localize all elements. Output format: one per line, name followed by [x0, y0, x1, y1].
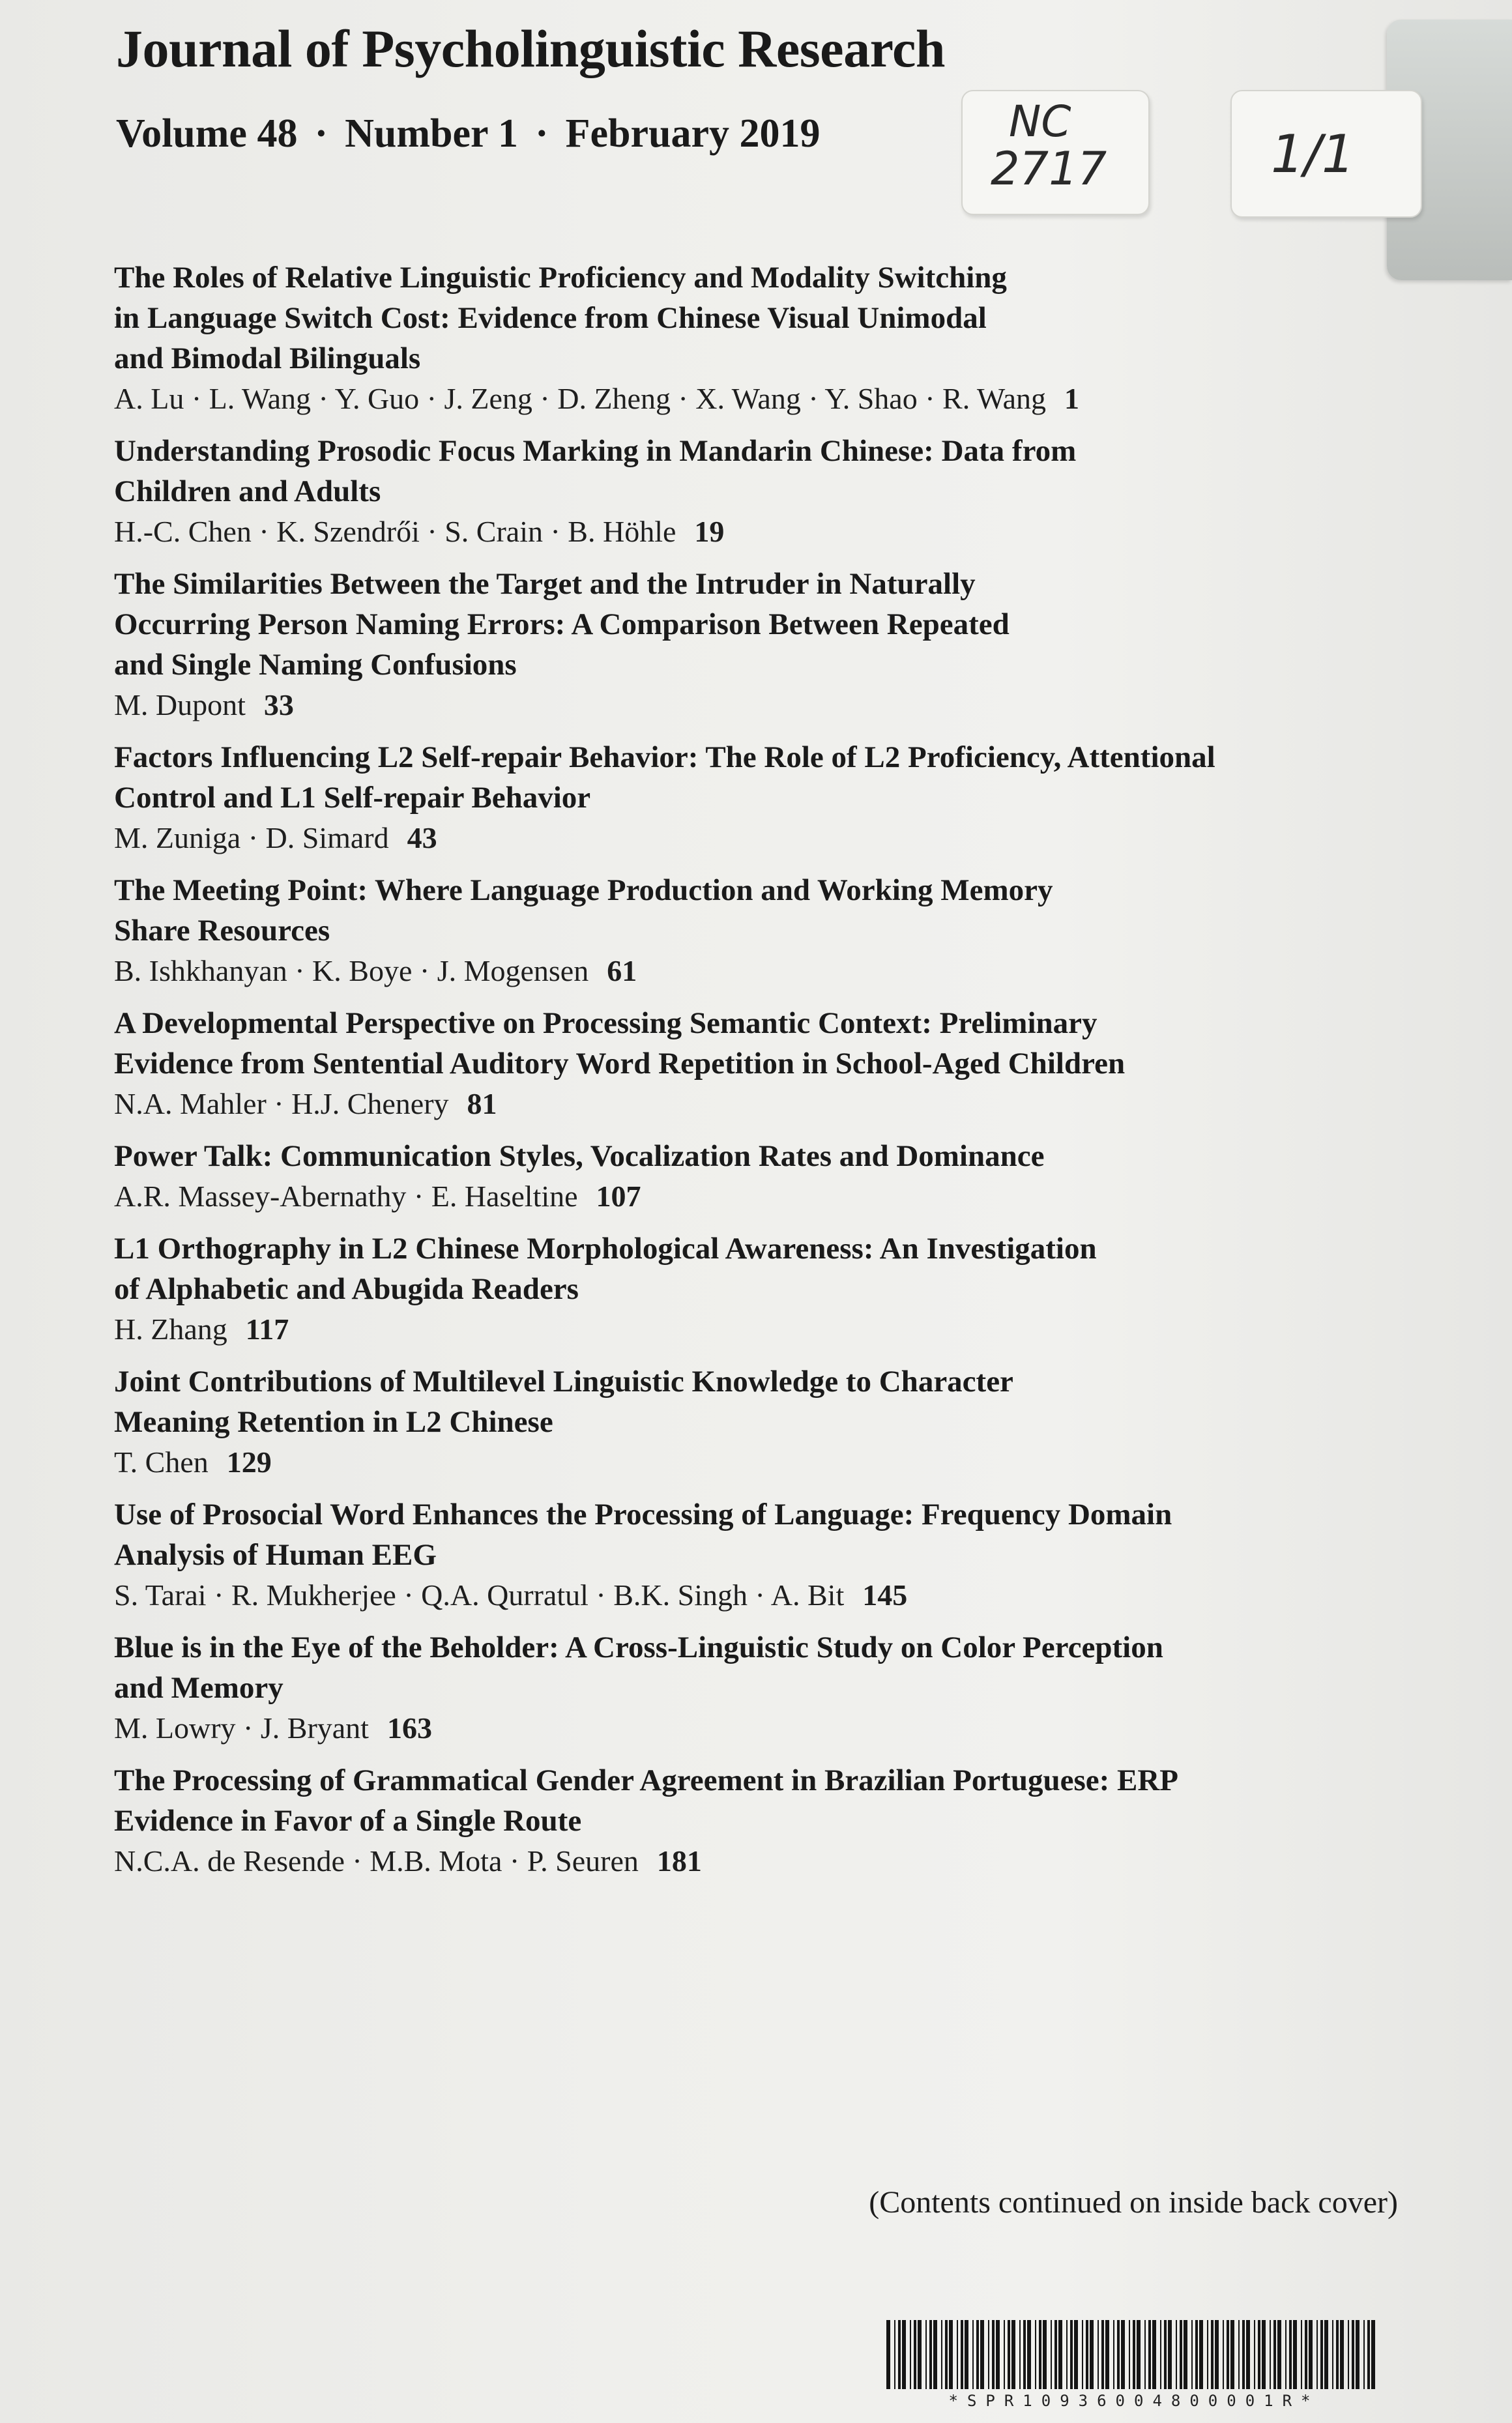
barcode-bar — [1215, 2320, 1219, 2389]
toc-entry — [114, 737, 1352, 858]
barcode-bar — [1316, 2320, 1318, 2389]
article-title — [114, 564, 1352, 685]
barcode-bar — [996, 2320, 1000, 2389]
barcode-bar — [1324, 2320, 1328, 2389]
barcode-bar — [1105, 2320, 1109, 2389]
article-authors: A. Lu · L. Wang · Y. Guo · J. Zeng · D. Zheng · X. Wang · Y. Shao · R. Wang — [114, 382, 1047, 415]
barcode-bar — [1293, 2320, 1297, 2389]
barcode-bar — [1098, 2320, 1099, 2389]
barcode — [886, 2320, 1382, 2418]
barcode-bar — [1051, 2320, 1052, 2389]
article-meta — [114, 685, 1352, 725]
barcode-bar — [949, 2320, 953, 2389]
article-meta — [114, 1176, 1352, 1217]
toc-entry — [114, 564, 1352, 725]
volume: Volume 48 — [116, 111, 298, 156]
article-page-number: 107 — [596, 1180, 641, 1213]
barcode-bar — [961, 2320, 963, 2389]
barcode-bar — [1367, 2320, 1370, 2389]
article-meta — [114, 951, 1352, 991]
barcode-bar — [1352, 2320, 1354, 2389]
article-title — [114, 431, 1352, 512]
barcode-bar — [1270, 2320, 1271, 2389]
barcode-bar — [1027, 2320, 1031, 2389]
article-title-line: Control and L1 Self-repair Behavior — [114, 781, 591, 815]
barcode-bar — [1363, 2320, 1365, 2389]
article-title-line: Joint Contributions of Multilevel Linguistic Knowledge to Character — [114, 1365, 1013, 1399]
separator: · — [534, 111, 549, 156]
article-title — [114, 1136, 1352, 1176]
article-authors: H. Zhang — [114, 1313, 227, 1346]
barcode-bar — [1273, 2320, 1276, 2389]
barcode-bar — [1332, 2320, 1333, 2389]
toc-entry — [114, 1361, 1352, 1483]
barcode-bar — [914, 2320, 916, 2389]
barcode-bar — [1227, 2320, 1229, 2389]
barcode-bar — [992, 2320, 995, 2389]
contents-continued-note: (Contents continued on inside back cover) — [869, 2185, 1398, 2220]
barcode-bar — [1180, 2320, 1182, 2389]
barcode-bar — [1309, 2320, 1313, 2389]
barcode-bar — [1101, 2320, 1104, 2389]
barcode-bar — [941, 2320, 942, 2389]
barcode-bar — [886, 2320, 890, 2389]
barcode-bar — [1011, 2320, 1015, 2389]
handwritten-note-line-1: NC — [1009, 96, 1071, 147]
article-title-line: The Meeting Point: Where Language Production and Working Memory — [114, 873, 1053, 907]
barcode-bar — [1035, 2320, 1036, 2389]
issue-line — [116, 111, 821, 157]
article-meta — [114, 818, 1352, 858]
toc-entry — [114, 870, 1352, 991]
toc-entry — [114, 1627, 1352, 1748]
article-title — [114, 737, 1352, 818]
separator: · — [314, 111, 328, 156]
toc-entry — [114, 1228, 1352, 1350]
barcode-bar — [1023, 2320, 1026, 2389]
article-meta — [114, 1309, 1352, 1350]
article-title-line: and Bimodal Bilinguals — [114, 341, 421, 375]
table-of-contents — [114, 257, 1352, 1893]
article-title-line: Evidence in Favor of a Single Route — [114, 1804, 582, 1838]
barcode-bar — [1289, 2320, 1292, 2389]
barcode-bar — [1054, 2320, 1057, 2389]
article-title-line: in Language Switch Cost: Evidence from Chinese Visual Unimodal — [114, 301, 987, 335]
article-authors: S. Tarai · R. Mukherjee · Q.A. Qurratul · B.K. Singh · A. Bit — [114, 1578, 845, 1612]
barcode-bar — [1211, 2320, 1214, 2389]
barcode-bar — [976, 2320, 979, 2389]
article-page-number: 117 — [245, 1313, 289, 1346]
article-title-line: of Alphabetic and Abugida Readers — [114, 1272, 579, 1306]
article-page-number: 19 — [694, 515, 725, 548]
article-title-line: Analysis of Human EEG — [114, 1538, 437, 1572]
barcode-bar — [1301, 2320, 1302, 2389]
barcode-bar — [1262, 2320, 1266, 2389]
barcode-bar — [1137, 2320, 1141, 2389]
barcode-bar — [1008, 2320, 1010, 2389]
barcode-bar — [1254, 2320, 1255, 2389]
barcode-bar — [1242, 2320, 1245, 2389]
barcode-bar — [957, 2320, 958, 2389]
toc-entry — [114, 257, 1352, 419]
barcode-bar — [1277, 2320, 1281, 2389]
article-page-number: 181 — [656, 1844, 702, 1878]
article-authors: T. Chen — [114, 1445, 209, 1479]
article-authors: A.R. Massey-Abernathy · E. Haseltine — [114, 1180, 578, 1213]
handwritten-note-copy: 1/1 — [1271, 124, 1355, 184]
article-title — [114, 1361, 1352, 1442]
barcode-bar — [1090, 2320, 1094, 2389]
article-authors: N.A. Mahler · H.J. Chenery — [114, 1087, 449, 1120]
number: Number 1 — [345, 111, 518, 156]
toc-entry — [114, 1760, 1352, 1881]
barcode-bar — [1195, 2320, 1198, 2389]
article-meta — [114, 1708, 1352, 1748]
barcode-bar — [1320, 2320, 1323, 2389]
barcode-bar — [988, 2320, 989, 2389]
article-title-line: Share Resources — [114, 914, 330, 948]
barcode-bar — [1207, 2320, 1208, 2389]
article-title — [114, 257, 1352, 379]
article-title — [114, 1760, 1352, 1841]
barcode-bar — [1152, 2320, 1156, 2389]
article-title-line: L1 Orthography in L2 Chinese Morphological Awareness: An Investigation — [114, 1232, 1097, 1266]
article-page-number: 129 — [226, 1445, 272, 1479]
article-title-line: Children and Adults — [114, 474, 381, 508]
barcode-bar — [1070, 2320, 1073, 2389]
article-title-line: The Processing of Grammatical Gender Agreement in Brazilian Portuguese: ERP — [114, 1763, 1179, 1797]
article-title-line: Understanding Prosodic Focus Marking in Mandarin Chinese: Data from — [114, 434, 1077, 468]
barcode-bar — [918, 2320, 922, 2389]
article-title-line: Occurring Person Naming Errors: A Comparison Between Repeated — [114, 607, 1010, 641]
article-page-number: 1 — [1064, 382, 1080, 415]
barcode-bar — [929, 2320, 932, 2389]
barcode-bar — [1336, 2320, 1339, 2389]
article-title-line: Use of Prosocial Word Enhances the Processing of Language: Frequency Domain — [114, 1498, 1172, 1531]
article-page-number: 163 — [386, 1711, 432, 1745]
article-authors: H.-C. Chen · K. Szendrői · S. Crain · B. Höhle — [114, 515, 676, 548]
barcode-bar — [1004, 2320, 1005, 2389]
article-title-line: Blue is in the Eye of the Beholder: A Cross-Linguistic Study on Color Perception — [114, 1631, 1163, 1664]
article-meta — [114, 1442, 1352, 1483]
article-page-number: 145 — [862, 1578, 908, 1612]
barcode-bar — [945, 2320, 948, 2389]
barcode-bar — [1160, 2320, 1161, 2389]
barcode-bar — [1019, 2320, 1021, 2389]
barcode-bar — [1246, 2320, 1250, 2389]
article-title-line: A Developmental Perspective on Processing Semantic Context: Preliminary — [114, 1006, 1098, 1040]
article-title — [114, 1003, 1352, 1084]
article-page-number: 61 — [607, 954, 637, 987]
barcode-bar — [1117, 2320, 1120, 2389]
barcode-bar — [965, 2320, 968, 2389]
article-title-line: Evidence from Sentential Auditory Word Repetition in School-Aged Children — [114, 1047, 1126, 1081]
toc-entry — [114, 1494, 1352, 1616]
barcode-bar — [902, 2320, 906, 2389]
article-authors: M. Lowry · J. Bryant — [114, 1711, 369, 1745]
barcode-bar — [910, 2320, 911, 2389]
article-title-line: and Memory — [114, 1671, 284, 1705]
toc-entry — [114, 1003, 1352, 1124]
barcode-bar — [980, 2320, 984, 2389]
article-title-line: Factors Influencing L2 Self-repair Behavior: The Role of L2 Proficiency, Attentional — [114, 740, 1215, 774]
article-title-line: Meaning Retention in L2 Chinese — [114, 1405, 553, 1439]
barcode-bar — [1074, 2320, 1078, 2389]
barcode-bar — [1144, 2320, 1146, 2389]
article-title — [114, 1627, 1352, 1708]
toc-entry — [114, 431, 1352, 552]
article-meta — [114, 1841, 1352, 1881]
article-title — [114, 870, 1352, 951]
article-title-line: and Single Naming Confusions — [114, 648, 517, 682]
barcode-bar — [1164, 2320, 1167, 2389]
article-authors: N.C.A. de Resende · M.B. Mota · P. Seuren — [114, 1844, 639, 1878]
article-title — [114, 1494, 1352, 1575]
barcode-bar — [1133, 2320, 1135, 2389]
barcode-bar — [972, 2320, 974, 2389]
barcode-bar — [1058, 2320, 1062, 2389]
barcode-bar — [1340, 2320, 1344, 2389]
barcode-bar — [1066, 2320, 1068, 2389]
barcode-bar — [1121, 2320, 1125, 2389]
barcode-bar — [1086, 2320, 1088, 2389]
article-title — [114, 1228, 1352, 1309]
article-page-number: 43 — [407, 821, 437, 854]
barcode-bar — [1371, 2320, 1375, 2389]
barcode-bar — [1191, 2320, 1193, 2389]
article-title-line: Power Talk: Communication Styles, Vocalization Rates and Dominance — [114, 1139, 1045, 1173]
barcode-bars — [886, 2320, 1382, 2389]
journal-title: Journal of Psycholinguistic Research — [116, 19, 945, 78]
article-authors: B. Ishkhanyan · K. Boye · J. Mogensen — [114, 954, 589, 987]
barcode-bar — [1356, 2320, 1359, 2389]
barcode-bar — [1039, 2320, 1041, 2389]
barcode-bar — [1348, 2320, 1349, 2389]
article-page-number: 33 — [263, 688, 294, 721]
barcode-bar — [1148, 2320, 1151, 2389]
article-meta — [114, 1575, 1352, 1616]
handwritten-note-line-2: 2717 — [991, 142, 1107, 196]
toc-entry — [114, 1136, 1352, 1217]
article-meta — [114, 512, 1352, 552]
article-authors: M. Dupont — [114, 688, 246, 721]
barcode-bar — [1113, 2320, 1114, 2389]
barcode-bar — [1223, 2320, 1224, 2389]
barcode-bar — [1043, 2320, 1047, 2389]
article-title-line: The Similarities Between the Target and the Intruder in Naturally — [114, 567, 976, 601]
article-meta — [114, 379, 1352, 419]
barcode-bar — [925, 2320, 927, 2389]
barcode-bar — [1305, 2320, 1307, 2389]
article-page-number: 81 — [467, 1087, 497, 1120]
barcode-bar — [1258, 2320, 1260, 2389]
barcode-bar — [894, 2320, 895, 2389]
barcode-bar — [1199, 2320, 1203, 2389]
barcode-bar — [1129, 2320, 1130, 2389]
barcode-bar — [1176, 2320, 1177, 2389]
barcode-bar — [933, 2320, 937, 2389]
article-title-line: The Roles of Relative Linguistic Proficiency and Modality Switching — [114, 261, 1007, 295]
article-authors: M. Zuniga · D. Simard — [114, 821, 389, 854]
barcode-bar — [1082, 2320, 1083, 2389]
barcode-text: *SPR10936004800001R* — [948, 2392, 1320, 2410]
issue-date: February 2019 — [565, 111, 821, 156]
barcode-bar — [1184, 2320, 1187, 2389]
barcode-bar — [1285, 2320, 1287, 2389]
article-meta — [114, 1084, 1352, 1124]
barcode-bar — [898, 2320, 901, 2389]
barcode-bar — [1230, 2320, 1234, 2389]
barcode-bar — [1168, 2320, 1172, 2389]
barcode-bar — [1238, 2320, 1240, 2389]
